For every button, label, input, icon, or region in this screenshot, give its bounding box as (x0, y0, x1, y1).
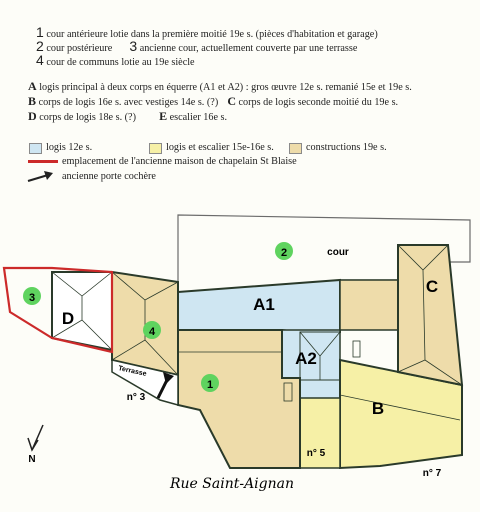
cour-label: cour (327, 247, 349, 258)
north-label: N (28, 454, 36, 465)
legend-text-C: corps de logis seconde moitié du 19e s. (238, 97, 399, 108)
legend-number-3: 3 (129, 38, 138, 54)
zone-4-label: 4 (148, 326, 156, 338)
stair-mark-2 (353, 341, 360, 357)
legend-key-B: B (28, 94, 37, 108)
zone-1-label: 1 (206, 379, 214, 391)
terrasse-label: Terrasse (117, 365, 148, 378)
label-C: C (425, 277, 439, 296)
legend-number-1: 1 (36, 24, 44, 40)
label-D: D (61, 309, 75, 328)
building-A1-tan-part (340, 280, 398, 330)
arrow-label: ancienne porte cochère (62, 171, 156, 182)
legend-text-A: logis principal à deux corps en équerre (A1 et A2) : gros œuvre 12e s. remanié 15e et 19e s. (39, 82, 412, 93)
label-A2: A2 (295, 349, 317, 368)
legend-key-D: D (28, 109, 37, 123)
street-name: Rue Saint-Aignan (169, 476, 295, 492)
label-A1: A1 (253, 295, 275, 314)
zone-1-building (178, 330, 300, 468)
legend-text-D: corps de logis 18e s. (?) (39, 112, 136, 123)
street-number-7: n° 7 (422, 468, 442, 479)
legend-text-3: ancienne cour, actuellement couverte par une terrasse (139, 43, 358, 54)
legend-text-E: escalier 16e s. (169, 112, 228, 123)
swatch-blue-label: logis 12e s. (46, 142, 93, 153)
legend-text-2: cour postérieure (46, 43, 113, 54)
red-line-label: emplacement de l'ancienne maison de chapelain St Blaise (62, 156, 297, 167)
legend-key-A: A (28, 79, 37, 93)
building-C (398, 245, 462, 385)
swatch-yellow-label: logis et escalier 15e-16e s. (166, 142, 274, 153)
street-number-3: n° 3 (126, 392, 146, 403)
swatch-tan-label: constructions 19e s. (306, 142, 387, 153)
legend-text-4: cour de communs lotie au 19e siècle (46, 57, 195, 68)
legend-number-4: 4 (36, 52, 44, 68)
zone-2-label: 2 (280, 247, 288, 259)
legend-key-E: E (159, 109, 168, 123)
street-number-5: n° 5 (306, 448, 326, 459)
legend-key-C: C (227, 94, 236, 108)
legend-text-B: corps de logis 16e s. avec vestiges 14e s. (?) (38, 97, 219, 108)
legend-number-2: 2 (36, 38, 44, 54)
label-B: B (371, 399, 385, 418)
legend-text-1: cour antérieure lotie dans la première moitié 19e s. (pièces d'habitation et garage) (46, 29, 378, 40)
zone-3-label: 3 (28, 292, 36, 304)
